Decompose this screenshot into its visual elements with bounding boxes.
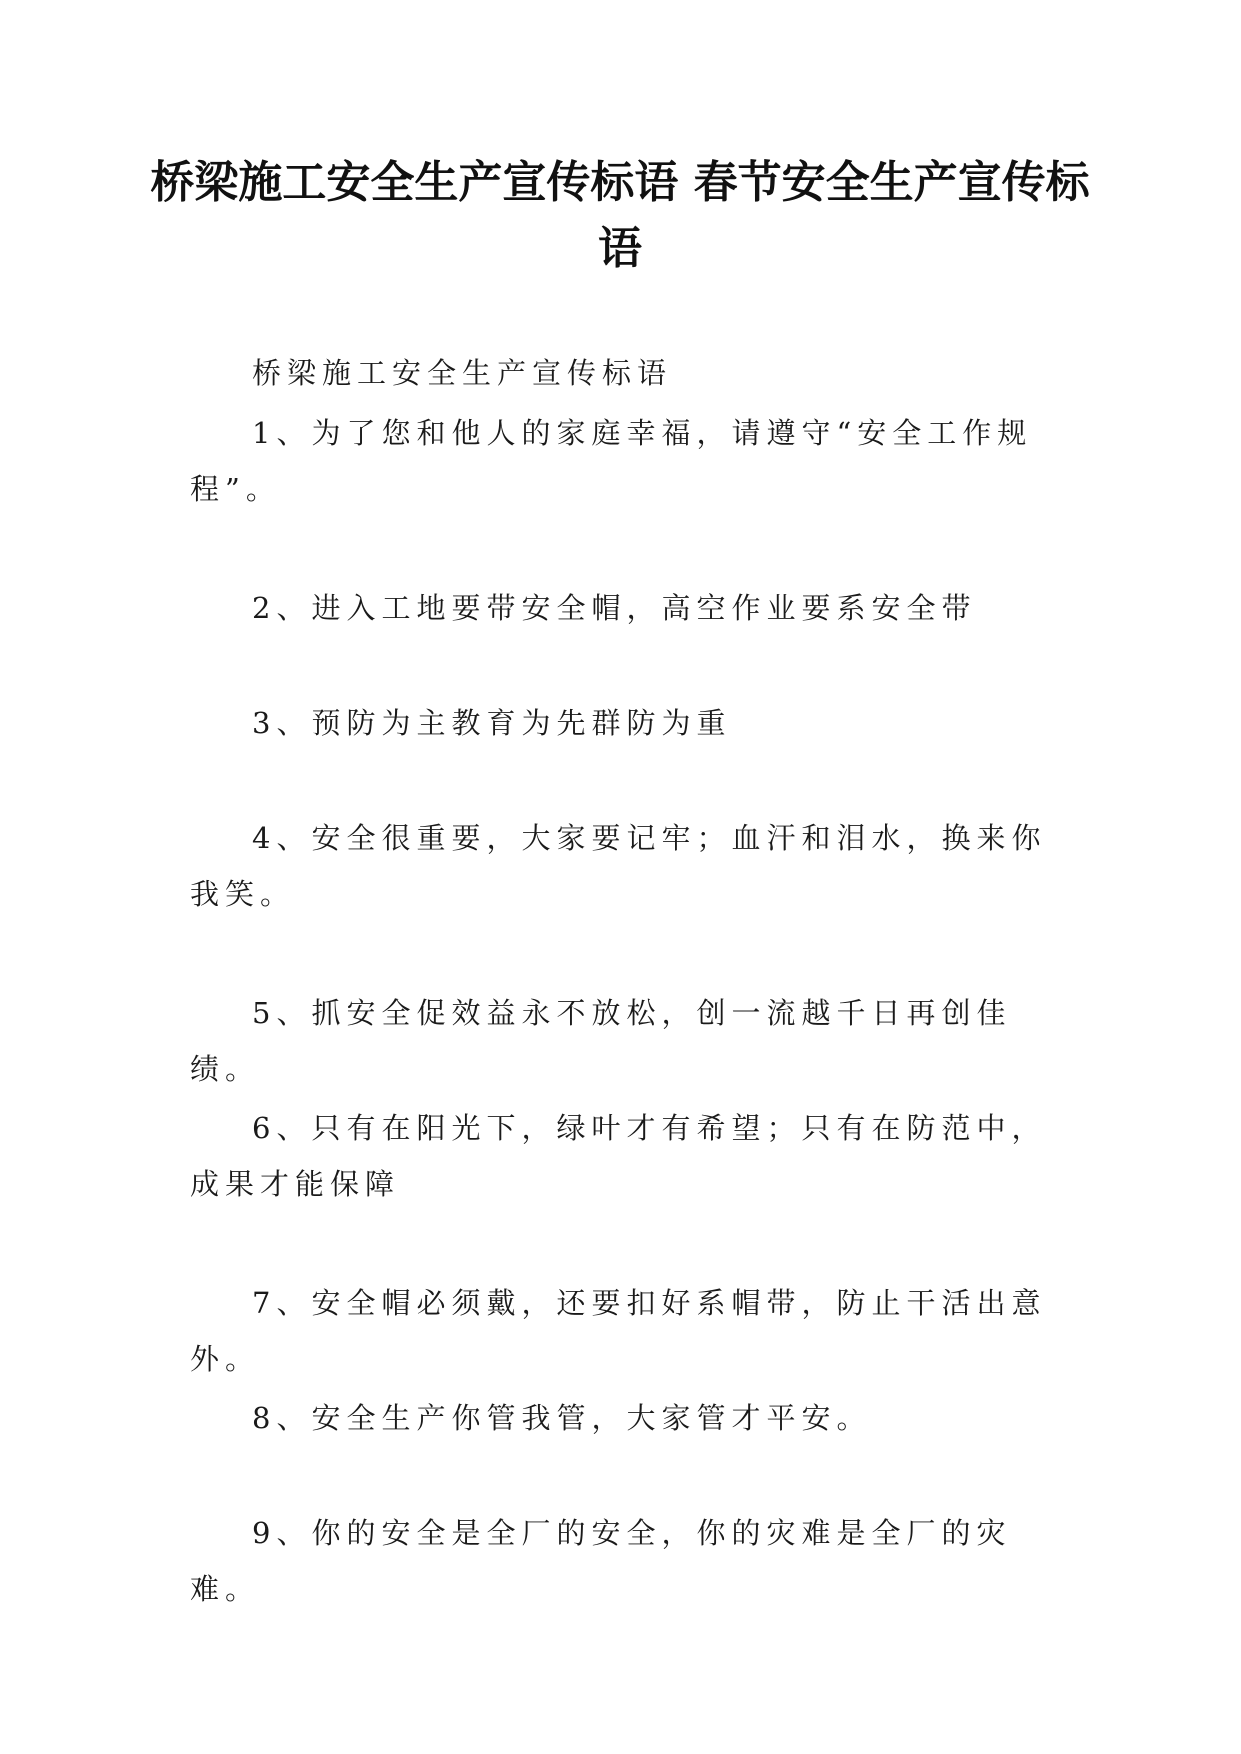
list-item [190,580,1060,636]
document-subtitle: 桥梁施工安全生产宣传标语 [252,356,673,390]
slogan-8: 8、安全生产你管我管，大家管才平安。 [252,1401,872,1435]
slogan-1: 1、为了您和他人的家庭幸福，请遵守“安全工作规程”。 [190,416,1033,506]
slogan-4: 4、安全很重要，大家要记牢；血汗和泪水，换来你我笑。 [190,821,1047,911]
list-item [190,405,1060,517]
list-item [190,1390,1060,1446]
document-title: 桥梁施工安全生产宣传标语 春节安全生产宣传标语 [150,157,1090,274]
list-item [190,695,1060,751]
list-item [190,1505,1060,1617]
slogan-2: 2、进入工地要带安全帽，高空作业要系安全带 [252,591,977,625]
list-item [190,985,1060,1097]
list-item [190,1275,1060,1387]
slogan-5: 5、抓安全促效益永不放松，创一流越千日再创佳绩。 [190,996,1012,1086]
document-subtitle-block [190,345,1060,401]
slogan-6: 6、只有在阳光下，绿叶才有希望；只有在防范中，成果才能保障 [190,1111,1047,1201]
list-item [190,1100,1060,1212]
list-item [190,810,1060,922]
slogan-9: 9、你的安全是全厂的安全，你的灾难是全厂的灾难。 [190,1516,1012,1606]
slogan-3: 3、预防为主教育为先群防为重 [252,706,732,740]
slogan-7: 7、安全帽必须戴，还要扣好系帽带，防止干活出意外。 [190,1286,1047,1376]
